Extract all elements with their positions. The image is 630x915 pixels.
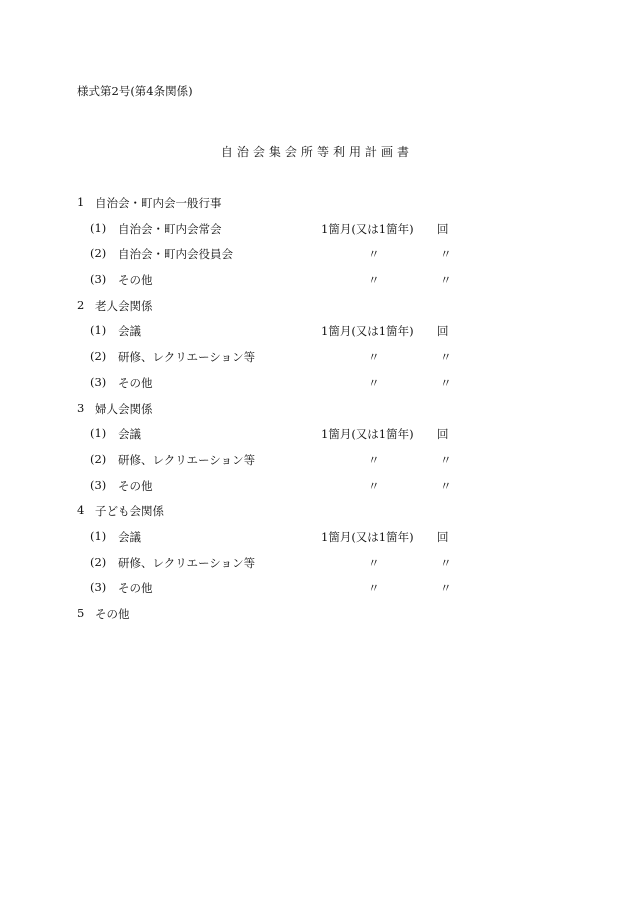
document-title: 自 治 会 集 会 所 等 利 用 計 画 書	[220, 145, 410, 159]
item-label: 会議	[118, 529, 141, 544]
item-label: 研修、レクリエーション等	[118, 350, 256, 365]
frequency-ditto-mark: 〃	[368, 247, 380, 262]
count-unit-ditto-mark: 〃	[440, 478, 452, 493]
frequency-ditto-mark: 〃	[368, 350, 380, 365]
frequency-label: 1箇月(又は1箇年)	[321, 221, 414, 236]
item-number: (1)	[90, 323, 107, 338]
section-row	[0, 401, 630, 427]
section-row	[0, 195, 630, 221]
item-label: その他	[118, 581, 153, 596]
frequency-ditto-mark: 〃	[368, 375, 380, 390]
section-number: 2	[77, 297, 85, 312]
section-row	[0, 606, 630, 632]
count-unit-ditto-mark: 〃	[440, 452, 452, 467]
item-row	[0, 426, 630, 452]
item-number: (3)	[90, 272, 107, 287]
section-label: 子ども会関係	[95, 504, 164, 519]
section-number: 4	[77, 503, 85, 518]
count-unit-ditto-mark: 〃	[440, 273, 452, 288]
frequency-label: 1箇月(又は1箇年)	[321, 529, 414, 544]
count-unit-ditto-mark: 〃	[440, 247, 452, 262]
item-label: その他	[118, 478, 153, 493]
item-label: その他	[118, 273, 153, 288]
item-label: 研修、レクリエーション等	[118, 452, 256, 467]
item-number: (3)	[90, 477, 107, 492]
section-row	[0, 298, 630, 324]
item-row	[0, 452, 630, 478]
item-row	[0, 349, 630, 375]
item-label: 会議	[118, 427, 141, 442]
form-number-label: 様式第2号(第4条関係)	[77, 84, 193, 98]
item-number: (2)	[90, 554, 107, 569]
frequency-ditto-mark: 〃	[368, 581, 380, 596]
section-row	[0, 503, 630, 529]
item-row	[0, 478, 630, 504]
item-number: (2)	[90, 246, 107, 261]
frequency-ditto-mark: 〃	[368, 555, 380, 570]
item-number: (2)	[90, 349, 107, 364]
count-unit-label: 回	[437, 221, 449, 236]
section-number: 1	[77, 195, 85, 209]
section-label: 老人会関係	[95, 298, 153, 313]
item-label: 会議	[118, 324, 141, 339]
count-unit-ditto-mark: 〃	[440, 350, 452, 365]
item-number: (1)	[90, 220, 107, 235]
item-row	[0, 221, 630, 247]
count-unit-label: 回	[437, 427, 449, 442]
frequency-ditto-mark: 〃	[368, 273, 380, 288]
frequency-ditto-mark: 〃	[368, 452, 380, 467]
count-unit-ditto-mark: 〃	[440, 581, 452, 596]
frequency-label: 1箇月(又は1箇年)	[321, 324, 414, 339]
item-number: (1)	[90, 528, 107, 543]
count-unit-ditto-mark: 〃	[440, 375, 452, 390]
section-number: 3	[77, 400, 85, 415]
item-number: (3)	[90, 374, 107, 389]
section-label: 自治会・町内会一般行事	[95, 196, 222, 210]
item-row	[0, 580, 630, 606]
section-label: その他	[95, 607, 130, 621]
item-label: 自治会・町内会常会	[118, 221, 222, 236]
count-unit-label: 回	[437, 529, 449, 544]
frequency-label: 1箇月(又は1箇年)	[321, 427, 414, 442]
item-label: その他	[118, 375, 153, 390]
item-row	[0, 555, 630, 581]
item-number: (1)	[90, 426, 107, 441]
item-row	[0, 529, 630, 555]
frequency-ditto-mark: 〃	[368, 478, 380, 493]
count-unit-label: 回	[437, 324, 449, 339]
item-number: (3)	[90, 580, 107, 595]
count-unit-ditto-mark: 〃	[440, 555, 452, 570]
plan-list	[0, 195, 630, 632]
item-number: (2)	[90, 451, 107, 466]
section-label: 婦人会関係	[95, 401, 153, 416]
item-row	[0, 323, 630, 349]
section-number: 5	[77, 606, 85, 620]
item-row	[0, 375, 630, 401]
item-label: 研修、レクリエーション等	[118, 555, 256, 570]
item-row	[0, 246, 630, 272]
item-label: 自治会・町内会役員会	[118, 247, 233, 262]
item-row	[0, 272, 630, 298]
